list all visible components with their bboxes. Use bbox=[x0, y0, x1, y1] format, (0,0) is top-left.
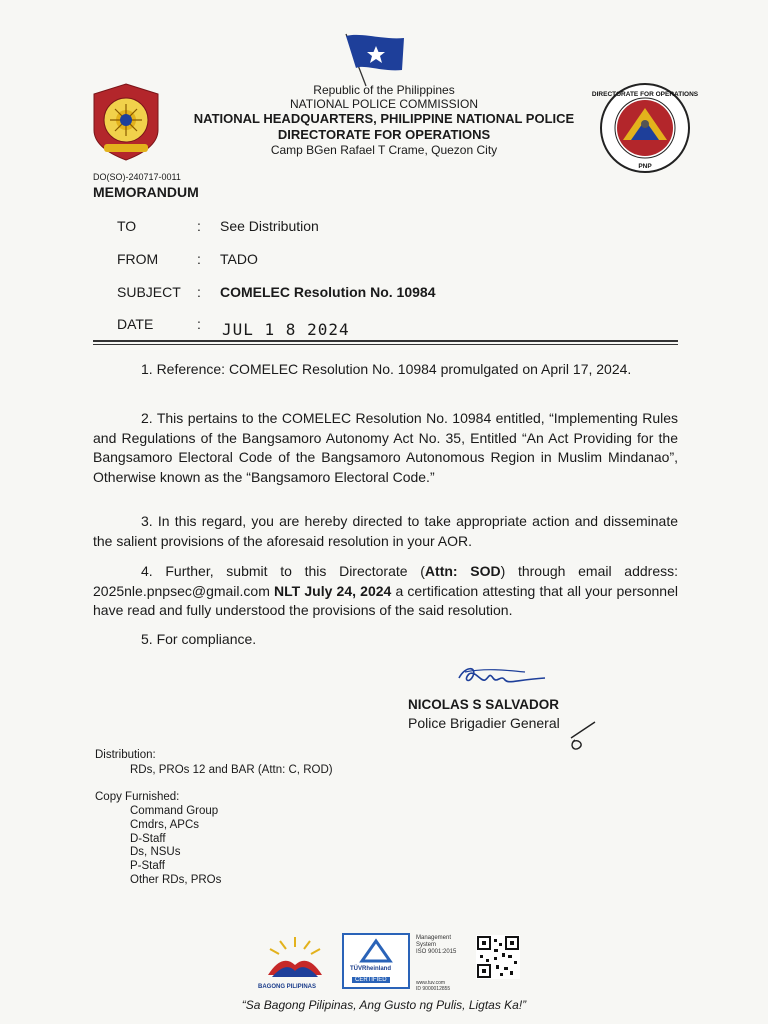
tuv-id: ID 9000012855 bbox=[416, 986, 451, 992]
paragraph-4-attn: Attn: SOD bbox=[424, 563, 501, 579]
right-seal-bottom-text: PNP bbox=[638, 163, 652, 170]
list-item: Ds, NSUs bbox=[130, 846, 181, 859]
initial-mark-icon bbox=[565, 718, 599, 754]
qr-code-icon bbox=[476, 935, 520, 979]
date-stamp: JUL 1 8 2024 bbox=[222, 320, 350, 339]
paragraph-2-text: 2. This pertains to the COMELEC Resolution No. 10984 entitled, “Implementing Rules and Regulations of the Bangsamoro Autonomy Act No. 35, Entitled “An Act Providing for the Bangsamoro Electoral Code of the Bangsamoro Autonomous Region in Muslim Mindanao”, Otherwise known as the “Bangsamoro Electoral Code.” bbox=[93, 410, 678, 485]
iso-line-3: ISO 9001:2015 bbox=[416, 949, 457, 955]
copy-furnished-title: Copy Furnished: bbox=[95, 791, 180, 803]
header-directorate: DIRECTORATE FOR OPERATIONS bbox=[277, 127, 491, 142]
paragraph-4-text-a: 4. Further, submit to this Directorate ( bbox=[141, 563, 425, 579]
subject-label: SUBJECT bbox=[117, 284, 181, 300]
paragraph-4 bbox=[93, 562, 678, 621]
list-item: P-Staff bbox=[130, 860, 165, 873]
subject-value: COMELEC Resolution No. 10984 bbox=[220, 284, 436, 300]
paragraph-4-text-c: a certification attesting that all your personnel have read and fully understood the provisions of the said resolution. bbox=[93, 582, 678, 618]
date-label: DATE bbox=[117, 316, 154, 332]
header-address: Camp BGen Rafael T Crame, Quezon City bbox=[270, 143, 498, 157]
tuv-brand-label: TÜVRheinland bbox=[350, 966, 392, 972]
paragraph-5-text: 5. For compliance. bbox=[141, 631, 257, 647]
distribution-title: Distribution: bbox=[95, 749, 156, 761]
header-napolcom: NATIONAL POLICE COMMISSION bbox=[289, 97, 479, 111]
date-colon: : bbox=[197, 316, 201, 332]
philippine-flag-icon bbox=[342, 32, 412, 88]
certified-label: CERTIFIED bbox=[352, 977, 390, 983]
paragraph-1 bbox=[93, 360, 678, 380]
paragraph-5 bbox=[93, 630, 678, 650]
iso-info bbox=[416, 935, 456, 956]
bagong-pilipinas-label: BAGONG PILIPINAS bbox=[258, 984, 317, 990]
copy-furnished-list bbox=[130, 805, 221, 888]
tuv-url: www.tuv.com bbox=[416, 980, 446, 986]
from-colon: : bbox=[197, 251, 201, 267]
distribution-item: RDs, PROs 12 and BAR (Attn: C, ROD) bbox=[130, 764, 333, 776]
paragraph-4-text-b: ) through email address: 2025nle.pnpsec@gmail.com bbox=[93, 563, 678, 599]
from-label: FROM bbox=[117, 251, 159, 267]
document-number: DO(SO)-240717-0011 bbox=[93, 172, 181, 182]
paragraph-4-deadline: NLT July 24, 2024 bbox=[274, 582, 392, 599]
to-label: TO bbox=[117, 218, 137, 234]
list-item: Command Group bbox=[130, 805, 219, 817]
header-nhq: NATIONAL HEADQUARTERS, PHILIPPINE NATIONAL POLICE bbox=[193, 111, 575, 126]
header-divider bbox=[93, 340, 678, 342]
paragraph-1-text: 1. Reference: COMELEC Resolution No. 10984 promulgated on April 17, 2024. bbox=[141, 361, 632, 377]
bagong-pilipinas-logo-icon bbox=[262, 935, 328, 985]
paragraph-3-text: 3. In this regard, you are hereby directed to take appropriate action and disseminate the salient provisions of the aforesaid resolution in your AOR. bbox=[93, 513, 678, 549]
right-seal-text: DIRECTORATE FOR OPERATIONS bbox=[591, 91, 699, 98]
iso-line-1: Management bbox=[416, 935, 452, 941]
list-item: Other RDs, PROs bbox=[130, 873, 222, 886]
header-republic: Republic of the Philippines bbox=[313, 83, 455, 97]
to-colon: : bbox=[197, 218, 201, 234]
document-type: MEMORANDUM bbox=[93, 184, 199, 200]
paragraph-3 bbox=[93, 512, 678, 551]
from-value: TADO bbox=[220, 251, 258, 267]
paragraph-2 bbox=[93, 409, 678, 487]
subject-colon: : bbox=[197, 284, 201, 300]
list-item: D-Staff bbox=[130, 832, 166, 845]
signatory-name: NICOLAS S SALVADOR bbox=[408, 697, 560, 712]
header-divider-thin bbox=[93, 344, 678, 345]
tuv-url-info bbox=[416, 980, 450, 992]
signature-icon bbox=[455, 662, 550, 694]
list-item: Cmdrs, APCs bbox=[130, 818, 200, 831]
signatory-rank: Police Brigadier General bbox=[408, 715, 560, 731]
to-value: See Distribution bbox=[220, 218, 319, 234]
iso-line-2: System bbox=[416, 942, 437, 948]
footer-motto: “Sa Bagong Pilipinas, Ang Gusto ng Pulis, Ligtas Ka!” bbox=[241, 998, 527, 1012]
